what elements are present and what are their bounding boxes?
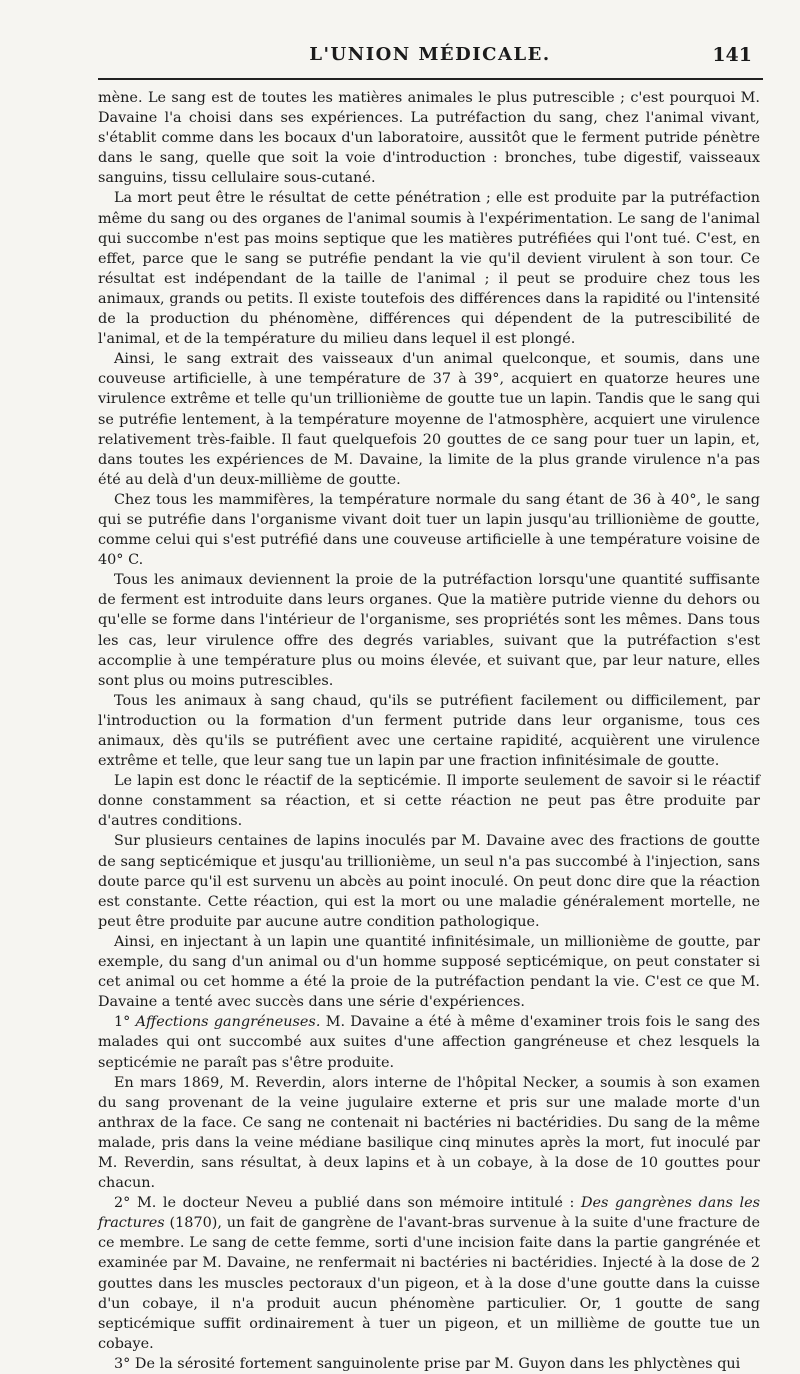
body-text [98, 88, 760, 1374]
case-2-text: (1870), un fait de gangrène de l'avant-bras survenue à la suite d'une fracture de ce membre. Le sang de cette femme, sorti d'une incision faite dans la partie gangrénée et examinée par M. Davaine, ne renfermait ni bactéries ni bactéridies. Injecté à la dose de 2 gouttes dans les muscles pectoraux d'un pigeon, et à la dose d'une goutte dans la cuisse d'un cobaye, il n'a produit aucun phénomène particulier. Or, 1 goutte de sang septicémique suffit ordinairement à tuer un pigeon, et un millième de goutte tue un cobaye. [98, 1215, 760, 1352]
section-text: M. Davaine a été à même d'examiner trois fois le sang des malades qui ont succombé aux suites d'une affection gangréneuse et chez lesquels la septicémie ne paraît pas s'être produite. [98, 1014, 760, 1071]
case-2 [98, 1193, 760, 1354]
section-number: 1° [114, 1014, 131, 1031]
paragraph-4: Chez tous les mammifères, la température normale du sang étant de 36 à 40°, le sang qui se putréfie dans l'organisme vivant doit tuer un lapin jusqu'au trillionième de goutte, comme celui qui s'est putréfié dans une couveuse artificielle à une température voisine de 40° C. [98, 491, 760, 569]
section-title: Affections gangréneuses. [135, 1014, 321, 1031]
page-number: 141 [712, 44, 752, 66]
case-2-number: 2° [114, 1195, 131, 1212]
case-3: 3° De la sérosité fortement sanguinolente prise par M. Guyon dans les phlyctènes qui [114, 1355, 741, 1372]
case-2-intro: M. le docteur Neveu a publié dans son mémoire intitulé : [136, 1195, 575, 1212]
paragraph-3: Ainsi, le sang extrait des vaisseaux d'un animal quelconque, et soumis, dans une couveuse artificielle, à une température de 37 à 39°, acquiert en quatorze heures une virulence extrême et telle qu'un trillionième de goutte tue un lapin. Tandis que le sang qui se putréfie lentement, à la température moyenne de l'atmosphère, acquiert une virulence relativement très-faible. Il faut quelquefois 20 gouttes de ce sang pour tuer un lapin, et, dans toutes les expériences de M. Davaine, la limite de la plus grande virulence n'a pas été au delà d'un deux-millième de goutte. [98, 351, 760, 488]
paragraph-7: Le lapin est donc le réactif de la septicémie. Il importe seulement de savoir si le réactif donne constamment sa réaction, et si cette réaction ne peut pas être produite par d'autres conditions. [98, 773, 760, 830]
paragraph-1: mène. Le sang est de toutes les matières animales le plus putrescible ; c'est pourquoi M. Davaine l'a choisi dans ses expériences. La putréfaction du sang, chez l'animal vivant, s'établit comme dans les bocaux d'un laboratoire, aussitôt que le ferment putride pénètre dans le sang, quelle que soit la voie d'introduction : bronches, tube digestif, vaisseaux sanguins, tissu cellulaire sous-cutané. [98, 90, 760, 187]
page-header [98, 42, 762, 72]
paragraph-6: Tous les animaux à sang chaud, qu'ils se putréfient facilement ou difficilement, par l'introduction ou la formation d'un ferment putride dans leur organisme, tous ces animaux, dès qu'ils se putréfient avec une certaine rapidité, acquièrent une virulence extrême et telle, que leur sang tue un lapin par une fraction infinitésimale de goutte. [98, 692, 760, 770]
paragraph-8: Sur plusieurs centaines de lapins inoculés par M. Davaine avec des fractions de goutte de sang septicémique et jusqu'au trillionième, un seul n'a pas succombé à l'injection, sans doute parce qu'il est survenu un abcès au point inoculé. On peut donc dire que la réaction est constante. Cette réaction, qui est la mort ou une maladie généralement mortelle, ne peut être produite par aucune autre condition pathologique. [98, 833, 760, 930]
paragraph-2: La mort peut être le résultat de cette pénétration ; elle est produite par la putréfaction même du sang ou des organes de l'animal soumis à l'expérimentation. Le sang de l'animal qui succombe n'est pas moins septique que les matières putréfiées qui l'ont tué. C'est, en effet, parce que le sang se putréfie pendant la vie qu'il devient virulent à son tour. Ce résultat est indépendant de la taille de l'animal ; il peut se produire chez tous les animaux, grands ou petits. Il existe toutefois des différences dans la rapidité ou l'intensité de la production du phénomène, différences qui dépendent de la putrescibilité de l'animal, et de la température du milieu dans lequel il est plongé. [98, 190, 760, 348]
paragraph-9: Ainsi, en injectant à un lapin une quantité infinitésimale, un millionième de goutte, par exemple, du sang d'un animal ou d'un homme supposé septicémique, on peut constater si cet animal ou cet homme a été la proie de la putréfaction pendant la vie. C'est ce que M. Davaine a tenté avec succès dans une série d'expériences. [98, 933, 760, 1011]
case-1869: En mars 1869, M. Reverdin, alors interne de l'hôpital Necker, a soumis à son examen du sang provenant de la veine jugulaire externe et pris sur une malade morte d'un anthrax de la face. Ce sang ne contenait ni bactéries ni bactéridies. Du sang de la même malade, pris dans la veine médiane basilique cinq minutes après la mort, fut inoculé par M. Reverdin, sans résultat, à deux lapins et à un cobaye, à la dose de 10 gouttes pour chacun. [98, 1074, 760, 1192]
case-2-work-title: Des gangrènes dans les fractures [98, 1195, 761, 1232]
running-title: L'UNION MÉDICALE. [309, 44, 551, 65]
section-affections-gangreneuses [98, 1012, 760, 1072]
paragraph-5: Tous les animaux deviennent la proie de la putréfaction lorsqu'une quantité suffisante de ferment est introduite dans leurs organes. Que la matière putride vienne du dehors ou qu'elle se forme dans l'intérieur de l'organisme, ses propriétés sont les mêmes. Dans tous les cas, leur virulence offre des degrés variables, suivant que la putréfaction s'est accomplie à une température plus ou moins élevée, et suivant que, par leur nature, elles sont plus ou moins putrescibles. [98, 572, 760, 689]
header-rule [98, 78, 763, 80]
